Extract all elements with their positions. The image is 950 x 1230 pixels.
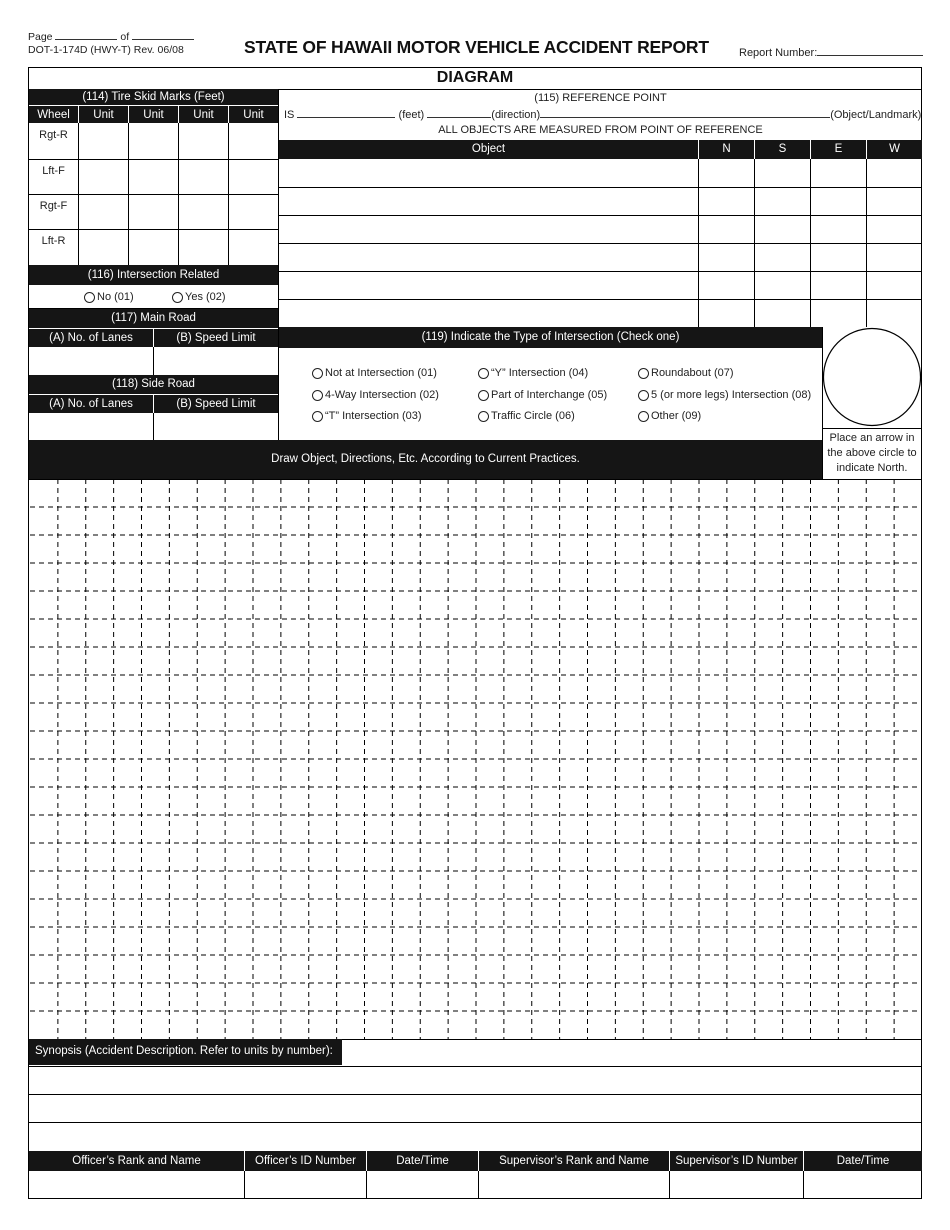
divider bbox=[279, 215, 922, 216]
radio-circle-icon bbox=[312, 390, 323, 401]
object-landmark-label: (Object/Landmark) bbox=[830, 109, 922, 121]
radio-circle-icon bbox=[478, 368, 489, 379]
skid-mark-cell[interactable] bbox=[228, 194, 278, 229]
ref-distance-cell[interactable] bbox=[866, 271, 922, 299]
reference-point-line bbox=[284, 108, 921, 121]
skid-mark-cell[interactable] bbox=[178, 159, 228, 194]
intersection-type-option[interactable] bbox=[478, 367, 588, 379]
option-label: Part of Interchange (05) bbox=[491, 389, 608, 401]
signature-field[interactable] bbox=[669, 1171, 803, 1198]
divider bbox=[78, 123, 79, 265]
radio-circle-icon bbox=[638, 368, 649, 379]
ref-distance-cell[interactable] bbox=[698, 243, 754, 271]
reference-direction-field[interactable] bbox=[427, 108, 491, 118]
side-road-speed-label: (B) Speed Limit bbox=[154, 394, 278, 413]
page-total-field[interactable] bbox=[132, 30, 194, 40]
main-road-speed-field[interactable] bbox=[154, 347, 278, 375]
reference-object-field[interactable] bbox=[540, 108, 830, 118]
north-compass-circle[interactable] bbox=[822, 327, 922, 427]
ref-distance-cell[interactable] bbox=[866, 243, 922, 271]
radio-circle-icon bbox=[312, 368, 323, 379]
intersection-type-option[interactable] bbox=[312, 389, 439, 401]
signature-col-label: Date/Time bbox=[803, 1151, 922, 1171]
skid-mark-cell[interactable] bbox=[128, 159, 178, 194]
ref-distance-cell[interactable] bbox=[810, 271, 866, 299]
radio-circle-icon bbox=[478, 411, 489, 422]
radio-circle-icon bbox=[84, 292, 95, 303]
diagram-title: DIAGRAM bbox=[436, 69, 514, 86]
ref-object-cell[interactable] bbox=[279, 299, 698, 327]
intersection-related-title: (116) Intersection Related bbox=[29, 265, 278, 285]
ref-col-direction: W bbox=[866, 140, 922, 159]
report-number-label: Report Number: bbox=[739, 47, 818, 59]
skid-row-wheel-label: Lft-F bbox=[42, 165, 65, 177]
radio-circle-icon bbox=[172, 292, 183, 303]
ref-col-direction: E bbox=[810, 140, 866, 159]
option-label: Other (09) bbox=[651, 410, 702, 422]
option-label: Not at Intersection (01) bbox=[325, 367, 437, 379]
radio-circle-icon bbox=[638, 390, 649, 401]
ref-distance-cell[interactable] bbox=[810, 187, 866, 215]
intersection-type-option[interactable] bbox=[478, 410, 575, 422]
option-label: Traffic Circle (06) bbox=[491, 410, 575, 422]
skid-mark-cell[interactable] bbox=[228, 229, 278, 265]
divider bbox=[866, 159, 867, 327]
divider bbox=[279, 187, 922, 188]
north-note-line: indicate North. bbox=[836, 462, 908, 474]
skid-row-wheel-label: Rgt-F bbox=[39, 200, 68, 212]
main-road-title: (117) Main Road bbox=[29, 309, 278, 328]
intersection-type-option[interactable] bbox=[638, 367, 734, 379]
signature-field[interactable] bbox=[29, 1171, 244, 1198]
ref-object-cell[interactable] bbox=[279, 271, 698, 299]
reference-point-title: (115) REFERENCE POINT bbox=[534, 92, 667, 104]
skid-mark-cell[interactable] bbox=[78, 159, 128, 194]
synopsis-line-2[interactable] bbox=[29, 1067, 922, 1094]
page-number-field[interactable] bbox=[55, 30, 117, 40]
north-note-line: the above circle to bbox=[827, 447, 917, 459]
ref-col-direction: S bbox=[754, 140, 810, 159]
signature-col-label: Officer’s Rank and Name bbox=[29, 1151, 244, 1171]
ref-distance-cell[interactable] bbox=[810, 215, 866, 243]
skid-col-wheel: Wheel bbox=[29, 105, 78, 123]
page-title: STATE OF HAWAII MOTOR VEHICLE ACCIDENT REPORT bbox=[244, 37, 709, 57]
divider bbox=[478, 1171, 479, 1198]
divider bbox=[244, 1171, 245, 1198]
ref-distance-cell[interactable] bbox=[754, 243, 810, 271]
ref-distance-cell[interactable] bbox=[698, 159, 754, 187]
divider bbox=[669, 1171, 670, 1198]
ref-distance-cell[interactable] bbox=[698, 187, 754, 215]
divider bbox=[128, 123, 129, 265]
intersection-type-option[interactable] bbox=[638, 410, 701, 422]
radio-circle-icon bbox=[638, 411, 649, 422]
skid-mark-cell[interactable] bbox=[228, 123, 278, 159]
side-road-lanes-label: (A) No. of Lanes bbox=[29, 394, 153, 413]
intersection-type-option[interactable] bbox=[638, 389, 811, 401]
signature-col-label: Officer’s ID Number bbox=[244, 1151, 366, 1171]
skid-col-unit: Unit bbox=[128, 105, 178, 123]
page-indicator bbox=[28, 30, 194, 43]
divider bbox=[366, 1171, 367, 1198]
synopsis-line-1[interactable] bbox=[343, 1040, 921, 1066]
divider bbox=[810, 159, 811, 327]
option-label: “Y” Intersection (04) bbox=[491, 367, 589, 379]
ref-distance-cell[interactable] bbox=[754, 159, 810, 187]
form-id: DOT-1-174D (HWY-T) Rev. 06/08 bbox=[28, 44, 184, 56]
signature-col-label: Date/Time bbox=[366, 1151, 478, 1171]
north-note-line: Place an arrow in bbox=[829, 432, 915, 444]
signature-field[interactable] bbox=[478, 1171, 669, 1198]
is-label: IS bbox=[284, 109, 295, 121]
signature-field[interactable] bbox=[366, 1171, 478, 1198]
side-road-lanes-field[interactable] bbox=[29, 413, 153, 440]
reference-point-note: ALL OBJECTS ARE MEASURED FROM POINT OF REFERENCE bbox=[438, 124, 763, 136]
ref-distance-cell[interactable] bbox=[754, 271, 810, 299]
ref-distance-cell[interactable] bbox=[866, 159, 922, 187]
ref-distance-cell[interactable] bbox=[866, 299, 922, 327]
report-number-field[interactable] bbox=[817, 46, 923, 56]
ref-object-cell[interactable] bbox=[279, 159, 698, 187]
ref-distance-cell[interactable] bbox=[698, 271, 754, 299]
radio-circle-icon bbox=[478, 390, 489, 401]
option-label: Yes (02) bbox=[185, 291, 226, 303]
signature-col-label: Supervisor’s Rank and Name bbox=[478, 1151, 669, 1171]
reference-feet-field[interactable] bbox=[297, 108, 395, 118]
divider bbox=[698, 159, 699, 327]
ref-distance-cell[interactable] bbox=[754, 187, 810, 215]
ref-distance-cell[interactable] bbox=[810, 159, 866, 187]
skid-row-wheel-label: Rgt-R bbox=[39, 129, 68, 141]
report-number bbox=[739, 46, 923, 59]
divider bbox=[228, 123, 229, 265]
intersection-type-title: (119) Indicate the Type of Intersection (Check one) bbox=[279, 327, 822, 348]
divider bbox=[178, 123, 179, 265]
skid-mark-cell[interactable] bbox=[128, 194, 178, 229]
skid-mark-cell[interactable] bbox=[178, 123, 228, 159]
signature-col-label: Supervisor’s ID Number bbox=[669, 1151, 803, 1171]
ref-col-direction: N bbox=[698, 140, 754, 159]
synopsis-line-4[interactable] bbox=[29, 1123, 922, 1151]
ref-col-object: Object bbox=[279, 140, 698, 159]
intersection-related-no[interactable] bbox=[84, 291, 134, 303]
intersection-type-option[interactable] bbox=[478, 389, 607, 401]
ref-distance-cell[interactable] bbox=[810, 299, 866, 327]
skid-mark-cell[interactable] bbox=[128, 229, 178, 265]
skid-col-unit: Unit bbox=[228, 105, 278, 123]
option-label: “T” Intersection (03) bbox=[325, 410, 422, 422]
ref-distance-cell[interactable] bbox=[698, 215, 754, 243]
skid-col-unit: Unit bbox=[178, 105, 228, 123]
intersection-related-yes[interactable] bbox=[172, 291, 226, 303]
direction-label: (direction) bbox=[491, 109, 541, 121]
skid-mark-cell[interactable] bbox=[78, 229, 128, 265]
main-road-lanes-label: (A) No. of Lanes bbox=[29, 328, 153, 347]
skid-mark-cell[interactable] bbox=[178, 194, 228, 229]
skid-mark-cell[interactable] bbox=[78, 194, 128, 229]
intersection-type-option[interactable] bbox=[312, 410, 422, 422]
side-road-title: (118) Side Road bbox=[29, 375, 278, 394]
skid-mark-cell[interactable] bbox=[128, 123, 178, 159]
divider bbox=[279, 299, 922, 300]
page-label: Page bbox=[28, 31, 53, 43]
skid-mark-cell[interactable] bbox=[178, 229, 228, 265]
ref-distance-cell[interactable] bbox=[698, 299, 754, 327]
signature-field[interactable] bbox=[244, 1171, 366, 1198]
intersection-type-option[interactable] bbox=[312, 367, 437, 379]
skid-mark-cell[interactable] bbox=[78, 123, 128, 159]
ref-distance-cell[interactable] bbox=[754, 215, 810, 243]
skid-col-unit: Unit bbox=[78, 105, 128, 123]
ref-distance-cell[interactable] bbox=[866, 215, 922, 243]
ref-distance-cell[interactable] bbox=[810, 243, 866, 271]
side-road-speed-field[interactable] bbox=[154, 413, 278, 440]
divider bbox=[279, 271, 922, 272]
synopsis-label: Synopsis (Accident Description. Refer to units by number): bbox=[29, 1039, 342, 1065]
ref-object-cell[interactable] bbox=[279, 243, 698, 271]
radio-circle-icon bbox=[312, 411, 323, 422]
of-label: of bbox=[120, 31, 130, 43]
option-label: 4-Way Intersection (02) bbox=[325, 389, 439, 401]
skid-row-wheel-label: Lft-R bbox=[41, 235, 66, 247]
diagram-drawing-grid[interactable] bbox=[30, 479, 922, 1039]
option-label: 5 (or more legs) Intersection (08) bbox=[651, 389, 812, 401]
option-label: No (01) bbox=[97, 291, 134, 303]
synopsis-line-3[interactable] bbox=[29, 1095, 922, 1122]
divider bbox=[754, 159, 755, 327]
feet-label: (feet) bbox=[398, 109, 425, 121]
option-label: Roundabout (07) bbox=[651, 367, 734, 379]
north-instructions bbox=[822, 431, 922, 476]
ref-distance-cell[interactable] bbox=[754, 299, 810, 327]
ref-object-cell[interactable] bbox=[279, 187, 698, 215]
ref-object-cell[interactable] bbox=[279, 215, 698, 243]
ref-distance-cell[interactable] bbox=[866, 187, 922, 215]
main-road-lanes-field[interactable] bbox=[29, 347, 153, 375]
divider bbox=[822, 428, 922, 429]
skid-mark-cell[interactable] bbox=[228, 159, 278, 194]
skid-marks-title: (114) Tire Skid Marks (Feet) bbox=[29, 89, 278, 105]
draw-instructions-bar: Draw Object, Directions, Etc. According to Current Practices. bbox=[29, 440, 822, 479]
signature-field[interactable] bbox=[803, 1171, 922, 1198]
divider bbox=[279, 243, 922, 244]
divider bbox=[803, 1171, 804, 1198]
main-road-speed-label: (B) Speed Limit bbox=[154, 328, 278, 347]
